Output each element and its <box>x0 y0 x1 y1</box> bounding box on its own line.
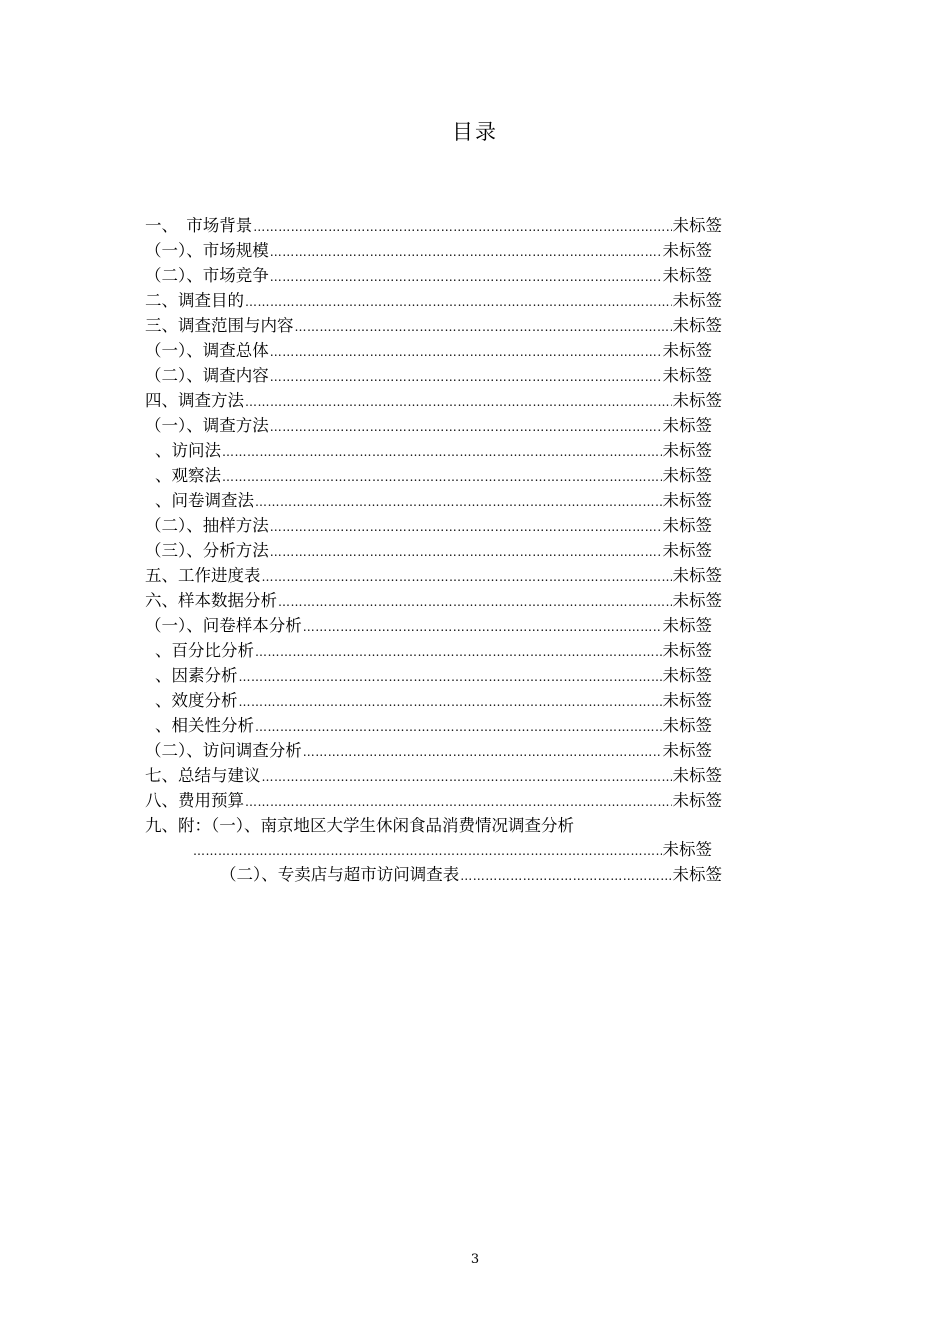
toc-entry[interactable] <box>155 689 712 713</box>
dot-leader <box>460 863 671 888</box>
dot-leader <box>222 464 662 489</box>
page-number: 3 <box>470 1252 480 1267</box>
dot-leader <box>255 714 662 739</box>
toc-entry-page: 未标签 <box>662 466 712 485</box>
toc-entry-page: 未标签 <box>662 541 712 560</box>
dot-leader <box>253 214 671 239</box>
toc-entry-page: 未标签 <box>662 516 712 535</box>
toc-entry-label: 、因素分析 <box>155 666 238 685</box>
toc-entry[interactable] <box>220 863 722 887</box>
toc-entry-label: （一）、调查方法 <box>145 416 269 435</box>
toc-entry-page: 未标签 <box>662 366 712 385</box>
toc-entry-page: 未标签 <box>672 316 722 335</box>
toc-entry-label: （二）、调查内容 <box>145 366 269 385</box>
toc-entry-page: 未标签 <box>672 566 722 585</box>
toc-entry[interactable] <box>145 389 722 413</box>
page-title: 目录 <box>452 120 498 144</box>
toc-entry[interactable] <box>145 764 722 788</box>
dot-leader <box>245 289 672 314</box>
dot-leader <box>262 764 672 789</box>
toc-entry-label: 、百分比分析 <box>155 641 254 660</box>
dot-leader <box>239 689 662 714</box>
toc-entry-label: （二）、抽样方法 <box>145 516 269 535</box>
toc-entry[interactable] <box>155 439 712 463</box>
dot-leader <box>239 664 662 689</box>
toc-entry-appendix-leader[interactable] <box>192 838 712 862</box>
toc-entry-label: （三）、分析方法 <box>145 541 269 560</box>
toc-entry-page: 未标签 <box>672 216 722 235</box>
toc-entry-page: 未标签 <box>672 291 722 310</box>
toc-entry-label: （二）、市场竞争 <box>145 266 269 285</box>
toc-entry-label: 四、调查方法 <box>145 391 244 410</box>
toc-entry-label: 、访问法 <box>155 441 221 460</box>
toc-entry[interactable] <box>145 614 712 638</box>
toc-entry-label: 、效度分析 <box>155 691 238 710</box>
dot-leader <box>270 514 662 539</box>
toc-entry-label: 二、调查目的 <box>145 291 244 310</box>
dot-leader <box>262 564 672 589</box>
toc-entry[interactable] <box>145 264 712 288</box>
toc-entry-label: 一、 市场背景 <box>145 216 253 235</box>
toc-entry-appendix-title[interactable] <box>145 814 712 836</box>
toc-entry-label: 三、调查范围与内容 <box>145 316 294 335</box>
dot-leader <box>270 414 662 439</box>
toc-entry-page: 未标签 <box>662 716 712 735</box>
toc-entry[interactable] <box>145 539 712 563</box>
toc-entry[interactable] <box>155 489 712 513</box>
dot-leader <box>270 364 662 389</box>
toc-entry-label: 、问卷调查法 <box>155 491 254 510</box>
toc-entry-page: 未标签 <box>672 591 722 610</box>
toc-entry-label: （二）、专卖店与超市访问调查表 <box>220 865 460 884</box>
dot-leader <box>222 439 662 464</box>
toc-entry[interactable] <box>155 639 712 663</box>
toc-entry-page: 未标签 <box>662 840 712 859</box>
toc-entry[interactable] <box>145 789 722 813</box>
toc-entry[interactable] <box>145 314 722 338</box>
toc-entry-page: 未标签 <box>662 266 712 285</box>
toc-entry[interactable] <box>145 239 712 263</box>
toc-entry-label: （一）、调查总体 <box>145 341 269 360</box>
toc-entry[interactable] <box>145 289 722 313</box>
toc-entry-label: 八、费用预算 <box>145 791 244 810</box>
toc-entry-label: 、相关性分析 <box>155 716 254 735</box>
toc-entry-page: 未标签 <box>662 616 712 635</box>
toc-entry-page: 未标签 <box>662 241 712 260</box>
toc-entry[interactable] <box>145 364 712 388</box>
toc-entry-page: 未标签 <box>662 641 712 660</box>
toc-entry-label: 五、工作进度表 <box>145 566 261 585</box>
toc-entry[interactable] <box>145 514 712 538</box>
dot-leader <box>278 589 672 614</box>
toc-entry-page: 未标签 <box>662 741 712 760</box>
toc-entry-label: 九、附：（一）、南京地区大学生休闲食品消费情况调查分析 <box>145 816 574 835</box>
toc-entry-label: 七、总结与建议 <box>145 766 261 785</box>
toc-entry-label: （二）、访问调查分析 <box>145 741 302 760</box>
dot-leader <box>245 789 672 814</box>
toc-entry[interactable] <box>145 564 722 588</box>
toc-entry[interactable] <box>155 664 712 688</box>
toc-entry-page: 未标签 <box>672 391 722 410</box>
toc-entry[interactable] <box>145 214 722 238</box>
toc-entry-label: 六、样本数据分析 <box>145 591 277 610</box>
toc-entry[interactable] <box>155 714 712 738</box>
toc-entry[interactable] <box>145 589 722 613</box>
toc-entry-page: 未标签 <box>662 416 712 435</box>
toc-entry-page: 未标签 <box>672 766 722 785</box>
toc-entry-page: 未标签 <box>672 865 722 884</box>
toc-entry-page: 未标签 <box>662 691 712 710</box>
toc-entry[interactable] <box>145 739 712 763</box>
dot-leader <box>270 239 662 264</box>
dot-leader <box>303 614 662 639</box>
dot-leader <box>193 838 662 863</box>
toc-entry-page: 未标签 <box>662 491 712 510</box>
toc-entry[interactable] <box>145 414 712 438</box>
dot-leader <box>255 639 662 664</box>
toc-entry-page: 未标签 <box>662 666 712 685</box>
dot-leader <box>245 389 672 414</box>
toc-entry-label: 、观察法 <box>155 466 221 485</box>
dot-leader <box>255 489 662 514</box>
toc-entry-page: 未标签 <box>672 791 722 810</box>
toc-entry[interactable] <box>155 464 712 488</box>
dot-leader <box>270 539 662 564</box>
dot-leader <box>270 264 662 289</box>
toc-entry-page: 未标签 <box>662 341 712 360</box>
toc-entry-label: （一）、问卷样本分析 <box>145 616 302 635</box>
dot-leader <box>295 314 672 339</box>
toc-entry[interactable] <box>145 339 712 363</box>
dot-leader <box>270 339 662 364</box>
dot-leader <box>303 739 662 764</box>
toc-entry-page: 未标签 <box>662 441 712 460</box>
toc-entry-label: （一）、市场规模 <box>145 241 269 260</box>
